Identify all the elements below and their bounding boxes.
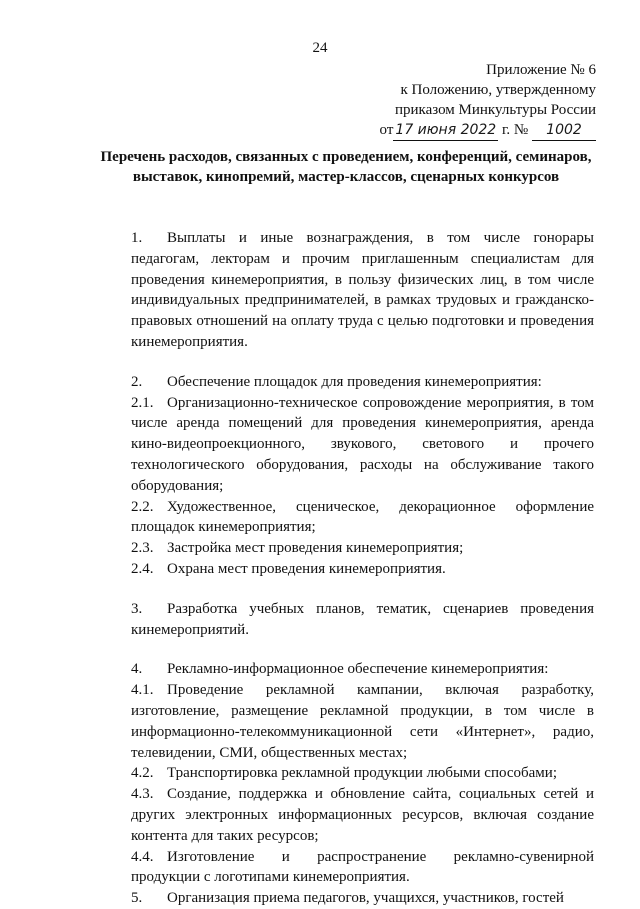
item-text: Организационно-техническое сопровождение мероприятия, в том числе аренда помещений для проведения кинемероприятия, аренда кино-видеопроекционного, звукового, светового и прочего технологического оборудования, расходы на обслуживание такого оборудования;	[131, 394, 594, 494]
item-text: Художественное, сценическое, декорационное оформление площадок кинемероприятия;	[131, 498, 594, 536]
item-2	[131, 372, 594, 393]
item-text: Создание, поддержка и обновление сайта, социальных сетей и других электронных информационных ресурсов, включая создание контента для таких ресурсов;	[131, 786, 594, 844]
appendix-regulation: к Положению, утвержденному	[400, 82, 596, 98]
item-text: Транспортировка рекламной продукции любыми способами;	[167, 765, 557, 782]
item-text: Застройка мест проведения кинемероприятия;	[167, 540, 464, 557]
item-4-4	[131, 847, 594, 889]
appendix-header	[380, 60, 596, 141]
item-text: Изготовление и распространение рекламно-сувенирной продукции с логотипами кинемероприятия.	[131, 848, 594, 886]
document-body	[131, 228, 594, 909]
item-number: 2.2.	[131, 498, 154, 515]
date-suffix: г. №	[498, 122, 529, 138]
handwritten-order-number: 1002	[532, 120, 596, 141]
item-2-2	[131, 497, 594, 539]
item-number: 5.	[131, 890, 143, 907]
item-4-1	[131, 680, 594, 763]
document-title: Перечень расходов, связанных с проведением, конференций, семинаров, выставок, кинопремий, мастер-классов, сценарных конкурсов	[100, 149, 592, 185]
item-4-3	[131, 784, 594, 846]
item-2-4	[131, 559, 594, 580]
item-text: Организация приема педагогов, учащихся, участников, гостей	[167, 890, 564, 907]
item-text: Обеспечение площадок для проведения кинемероприятия:	[167, 373, 542, 390]
item-4	[131, 659, 594, 680]
item-number: 4.2.	[131, 765, 154, 782]
item-text: Охрана мест проведения кинемероприятия.	[167, 560, 446, 577]
item-number: 4.3.	[131, 786, 154, 803]
item-3	[131, 599, 594, 641]
date-prefix: от	[379, 122, 394, 138]
handwritten-date: 17 июня 2022	[393, 120, 498, 141]
item-number: 2.	[131, 373, 143, 390]
item-4-2	[131, 763, 594, 784]
item-number: 1.	[131, 230, 143, 246]
item-text: Выплаты и иные вознаграждения, в том числе гонорары педагогам, лекторам и прочим приглашенным специалистам для проведения кинемероприятия, в пользу физических лиц, в том числе индивидуальных предпринимателей, в рамках трудовых и гражданско-правовых отношений на оплату труда с целью подготовки и проведения кинемероприятия.	[131, 230, 594, 350]
item-number: 2.1.	[131, 394, 154, 411]
item-number: 4.4.	[131, 848, 154, 865]
item-number: 2.3.	[131, 540, 154, 557]
page-number: 24	[312, 40, 328, 56]
item-1	[131, 228, 594, 353]
appendix-title: Приложение № 6	[486, 62, 596, 78]
item-number: 4.	[131, 661, 143, 678]
item-5	[131, 888, 594, 909]
appendix-order: приказом Минкультуры России	[394, 102, 596, 118]
item-2-3	[131, 538, 594, 559]
item-number: 4.1.	[131, 682, 154, 699]
item-text: Проведение рекламной кампании, включая разработку, изготовление, размещение рекламной продукции, в том числе в информационно-телекоммуникационной сети «Интернет», радио, телевидении, СМИ, общественных местах;	[131, 682, 594, 761]
item-number: 3.	[131, 600, 143, 617]
appendix-date-line	[380, 120, 596, 141]
item-number: 2.4.	[131, 560, 154, 577]
item-text: Разработка учебных планов, тематик, сценариев проведения кинемероприятий.	[131, 600, 594, 638]
item-text: Рекламно-информационное обеспечение кинемероприятия:	[167, 661, 549, 678]
item-2-1	[131, 393, 594, 497]
